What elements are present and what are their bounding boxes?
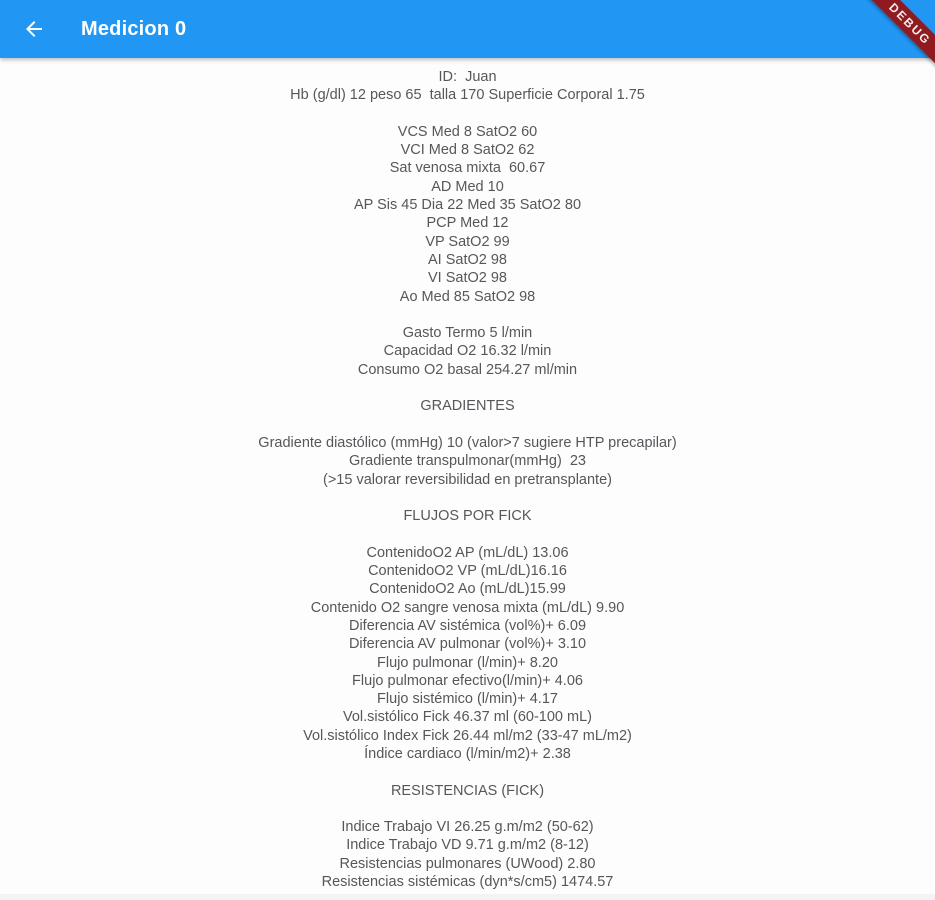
report-line: Flujo pulmonar efectivo(l/min)+ 4.06: [352, 672, 583, 689]
report-line: Sat venosa mixta 60.67: [389, 160, 546, 177]
report-line: VCI Med 8 SatO2 62: [400, 142, 535, 159]
report-line: Gradiente transpulmonar(mmHg) 23: [349, 453, 586, 470]
measurement-report: [0, 58, 935, 900]
report-line: GRADIENTES: [420, 398, 515, 415]
report-line: ID: Juan: [438, 69, 497, 85]
report-line: [0, 489, 935, 507]
debug-ribbon-banner: DEBUG: [857, 0, 935, 77]
report-line: Capacidad O2 16.32 l/min: [383, 343, 552, 360]
report-line: ContenidoO2 Ao (mL/dL)15.99: [369, 581, 566, 598]
report-line: [0, 763, 935, 781]
report-line: AP Sis 45 Dia 22 Med 35 SatO2 80: [353, 197, 582, 214]
report-line: Indice Trabajo VD 9.71 g.m/m2 (8-12): [346, 837, 589, 854]
report-line: AI SatO2 98: [428, 251, 507, 268]
report-line: Contenido O2 sangre venosa mixta (mL/dL) 9.90: [310, 599, 625, 616]
bottom-edge-strip: [0, 894, 935, 900]
report-line: Vol.sistólico Fick 46.37 ml (60-100 mL): [342, 709, 592, 726]
report-line: RESISTENCIAS (FICK): [390, 782, 545, 799]
report-line: VP SatO2 99: [425, 233, 510, 250]
report-line: VCS Med 8 SatO2 60: [397, 123, 538, 140]
report-line: [0, 306, 935, 324]
report-line: (>15 valorar reversibilidad en pretransplante): [323, 471, 612, 488]
report-line: Hb (g/dl) 12 peso 65 talla 170 Superficie Corporal 1.75: [290, 87, 645, 104]
report-line: [0, 416, 935, 434]
report-line: Vol.sistólico Index Fick 26.44 ml/m2 (33-47 mL/m2): [303, 727, 632, 744]
report-line: Flujo sistémico (l/min)+ 4.17: [377, 691, 558, 708]
report-line: Diferencia AV sistémica (vol%)+ 6.09: [348, 617, 587, 634]
report-line: Resistencias sistémicas (dyn*s/cm5) 1474.57: [321, 874, 614, 891]
report-line: Resistencias pulmonares (UWood) 2.80: [339, 855, 596, 872]
report-line: Ao Med 85 SatO2 98: [399, 288, 536, 305]
report-line: [0, 105, 935, 123]
report-line: Consumo O2 basal 254.27 ml/min: [357, 361, 578, 378]
report-line: AD Med 10: [431, 178, 504, 195]
report-line: Flujo pulmonar (l/min)+ 8.20: [377, 654, 558, 671]
report-line: [0, 800, 935, 818]
report-line: Indice Trabajo VI 26.25 g.m/m2 (50-62): [341, 819, 594, 836]
back-button[interactable]: [20, 15, 48, 43]
report-line: [0, 379, 935, 397]
page-title: Medicion 0: [81, 18, 187, 40]
report-line: VI SatO2 98: [428, 270, 507, 287]
report-line: PCP Med 12: [426, 215, 509, 232]
report-line: Gasto Termo 5 l/min: [402, 325, 533, 342]
report-line: Diferencia AV pulmonar (vol%)+ 3.10: [348, 636, 587, 653]
report-lines: [0, 68, 935, 891]
report-line: Índice cardiaco (l/min/m2)+ 2.38: [364, 745, 571, 762]
report-line: ContenidoO2 VP (mL/dL)16.16: [368, 563, 567, 580]
app-bar: [0, 0, 935, 58]
report-line: ContenidoO2 AP (mL/dL) 13.06: [366, 544, 569, 561]
report-line: FLUJOS POR FICK: [403, 508, 532, 525]
report-line: Gradiente diastólico (mmHg) 10 (valor>7 sugiere HTP precapilar): [258, 434, 677, 451]
report-line: [0, 525, 935, 543]
arrow-left-icon: [22, 17, 46, 41]
